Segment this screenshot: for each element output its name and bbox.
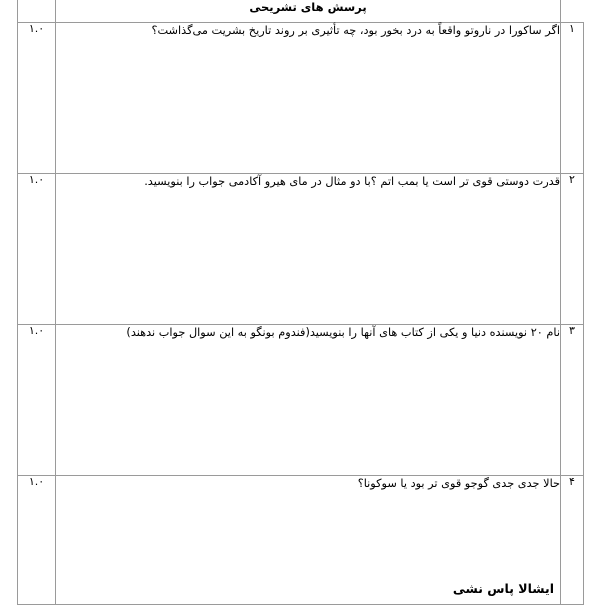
table-row xyxy=(18,174,584,325)
header-cell-score xyxy=(18,0,56,23)
header-cell-title xyxy=(56,0,561,23)
question-text-1: اگر ساکورا در ناروتو واقعاً به درد بخور بود، چه تأثیری بر روند تاریخ بشریت می‌گذاشت؟ xyxy=(151,24,560,37)
row-number-1: ۱ xyxy=(561,23,584,174)
table-row xyxy=(18,476,584,605)
question-text-2: قدرت دوستی قوی تر است یا بمب اتم ؟با دو مثال در مای هیرو آکادمی جواب را بنویسید. xyxy=(144,175,560,188)
header-cell-number xyxy=(561,0,584,23)
table-row xyxy=(18,325,584,476)
question-cell-1 xyxy=(56,23,561,174)
score-cell-4: ۱.۰ xyxy=(18,476,56,605)
row-number-2: ۲ xyxy=(561,174,584,325)
row-number-4: ۴ xyxy=(561,476,584,605)
table-header-row xyxy=(18,0,584,23)
row-number-3: ۳ xyxy=(561,325,584,476)
page-title: پرسش های تشریحی xyxy=(249,0,367,14)
question-cell-3 xyxy=(56,325,561,476)
question-text-4: حالا جدی جدی گوجو قوی تر بود یا سوکونا؟ xyxy=(357,477,560,490)
table-row xyxy=(18,23,584,174)
question-cell-2 xyxy=(56,174,561,325)
exam-questions-table xyxy=(17,0,584,605)
question-text-3: نام ۲۰ نویسنده دنیا و یکی از کتاب های آنها را بنویسید(فندوم بونگو به این سوال جواب ندهند) xyxy=(126,326,560,339)
score-cell-1: ۱.۰ xyxy=(18,23,56,174)
score-cell-2: ۱.۰ xyxy=(18,174,56,325)
score-cell-3: ۱.۰ xyxy=(18,325,56,476)
footer-note: ایشالا پاس نشی xyxy=(452,580,554,596)
question-cell-4 xyxy=(56,476,561,605)
